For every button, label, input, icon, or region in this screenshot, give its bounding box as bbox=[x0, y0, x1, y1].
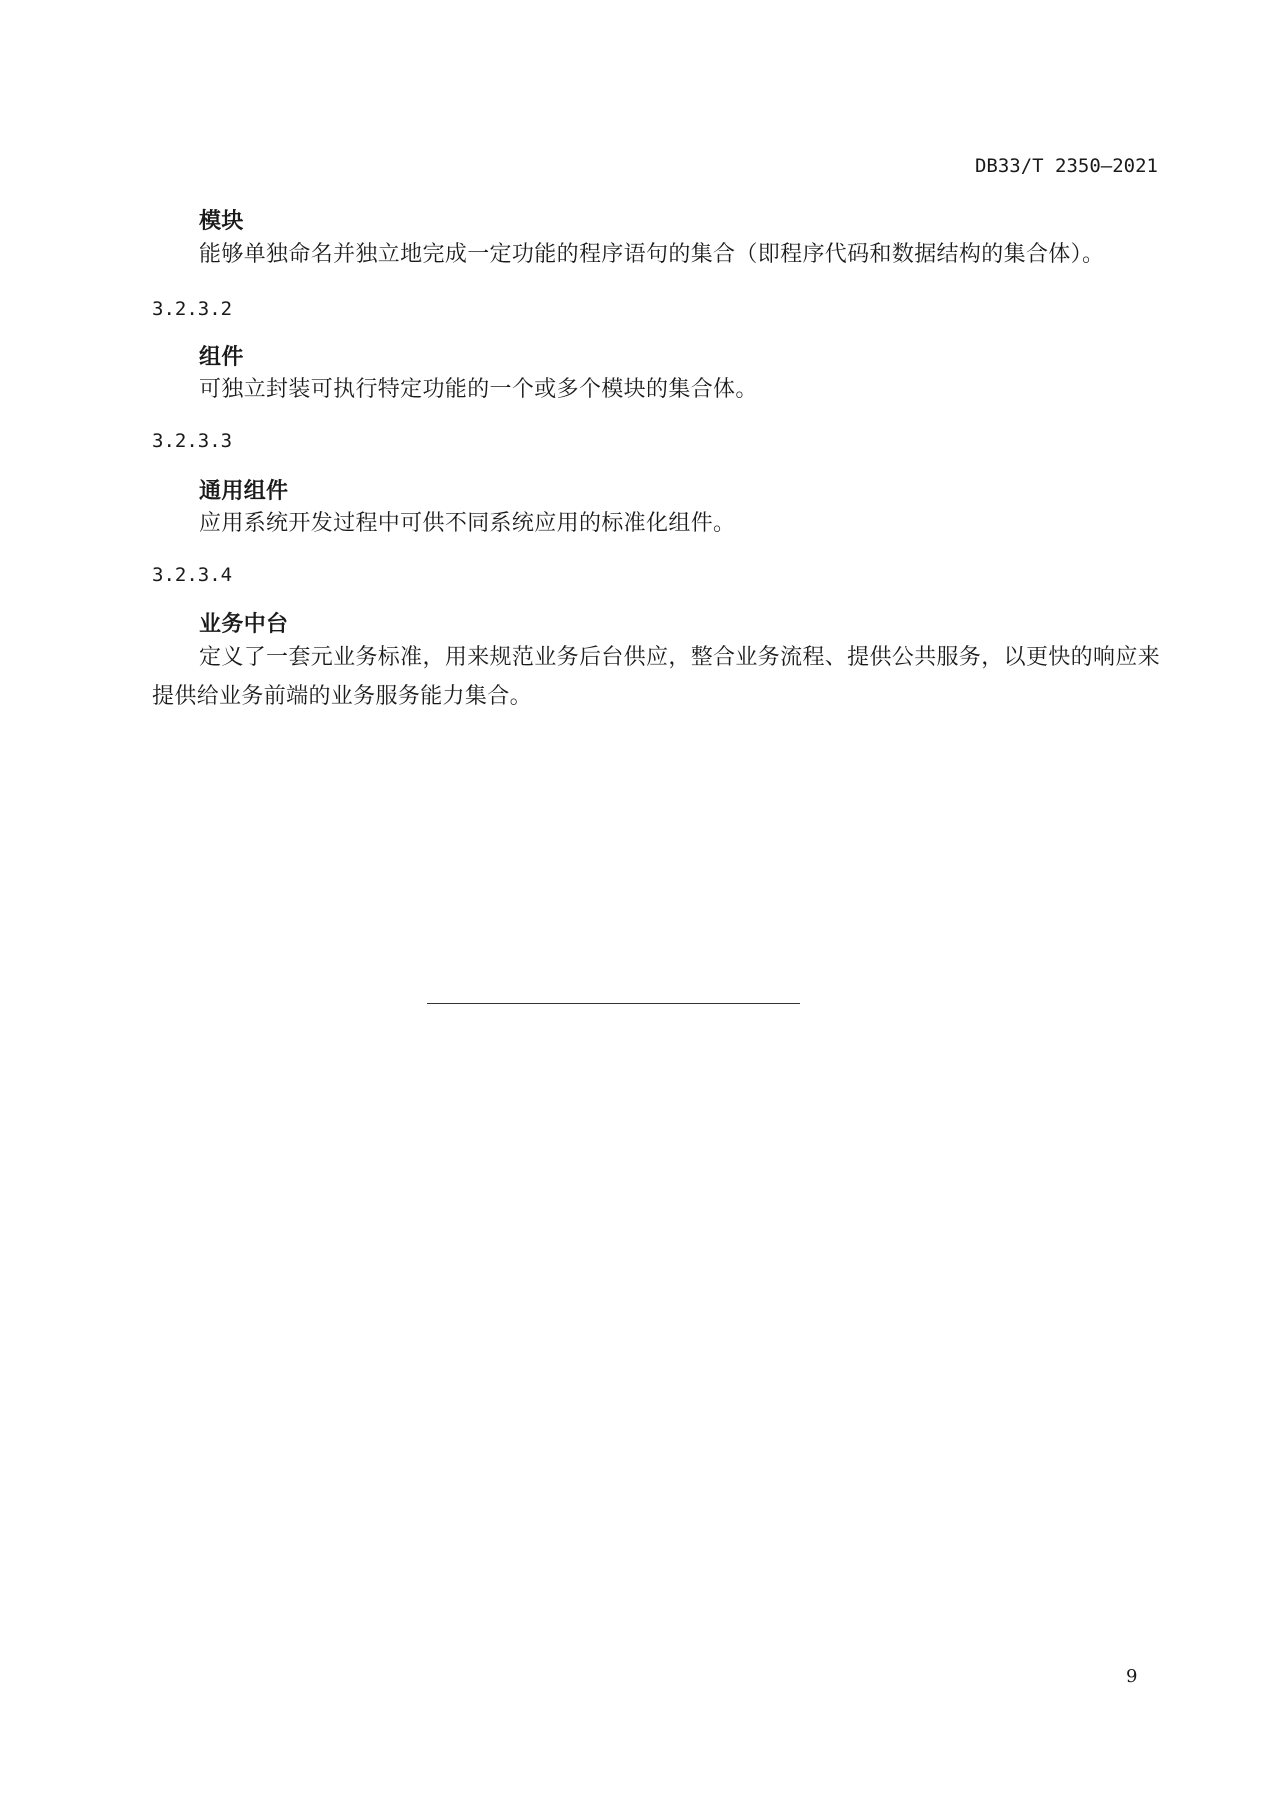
clause-number-3-2-3-4: 3.2.3.4 bbox=[152, 564, 233, 586]
term-title-component: 组件 bbox=[199, 345, 244, 370]
end-of-document-rule bbox=[427, 1003, 800, 1004]
term-title-common-component: 通用组件 bbox=[199, 479, 289, 504]
term-title-business-middle-platform: 业务中台 bbox=[199, 612, 289, 637]
term-definition-component: 可独立封装可执行特定功能的一个或多个模块的集合体。 bbox=[199, 377, 758, 402]
clause-number-3-2-3-3: 3.2.3.3 bbox=[152, 430, 233, 452]
term-definition-module: 能够单独命名并独立地完成一定功能的程序语句的集合（即程序代码和数据结构的集合体）。 bbox=[199, 242, 1105, 267]
term-title-module: 模块 bbox=[199, 209, 244, 234]
page-header-doc-code: DB33/T 2350—2021 bbox=[974, 155, 1158, 177]
term-definition-common-component: 应用系统开发过程中可供不同系统应用的标准化组件。 bbox=[199, 511, 736, 536]
clause-number-3-2-3-2: 3.2.3.2 bbox=[152, 298, 233, 320]
term-definition-business-middle-platform: 定义了一套元业务标准，用来规范业务后台供应，整合业务流程、提供公共服务，以更快的响应来提供给业务前端的业务服务能力集合。 bbox=[152, 645, 1161, 709]
page-number: 9 bbox=[1126, 1666, 1138, 1687]
